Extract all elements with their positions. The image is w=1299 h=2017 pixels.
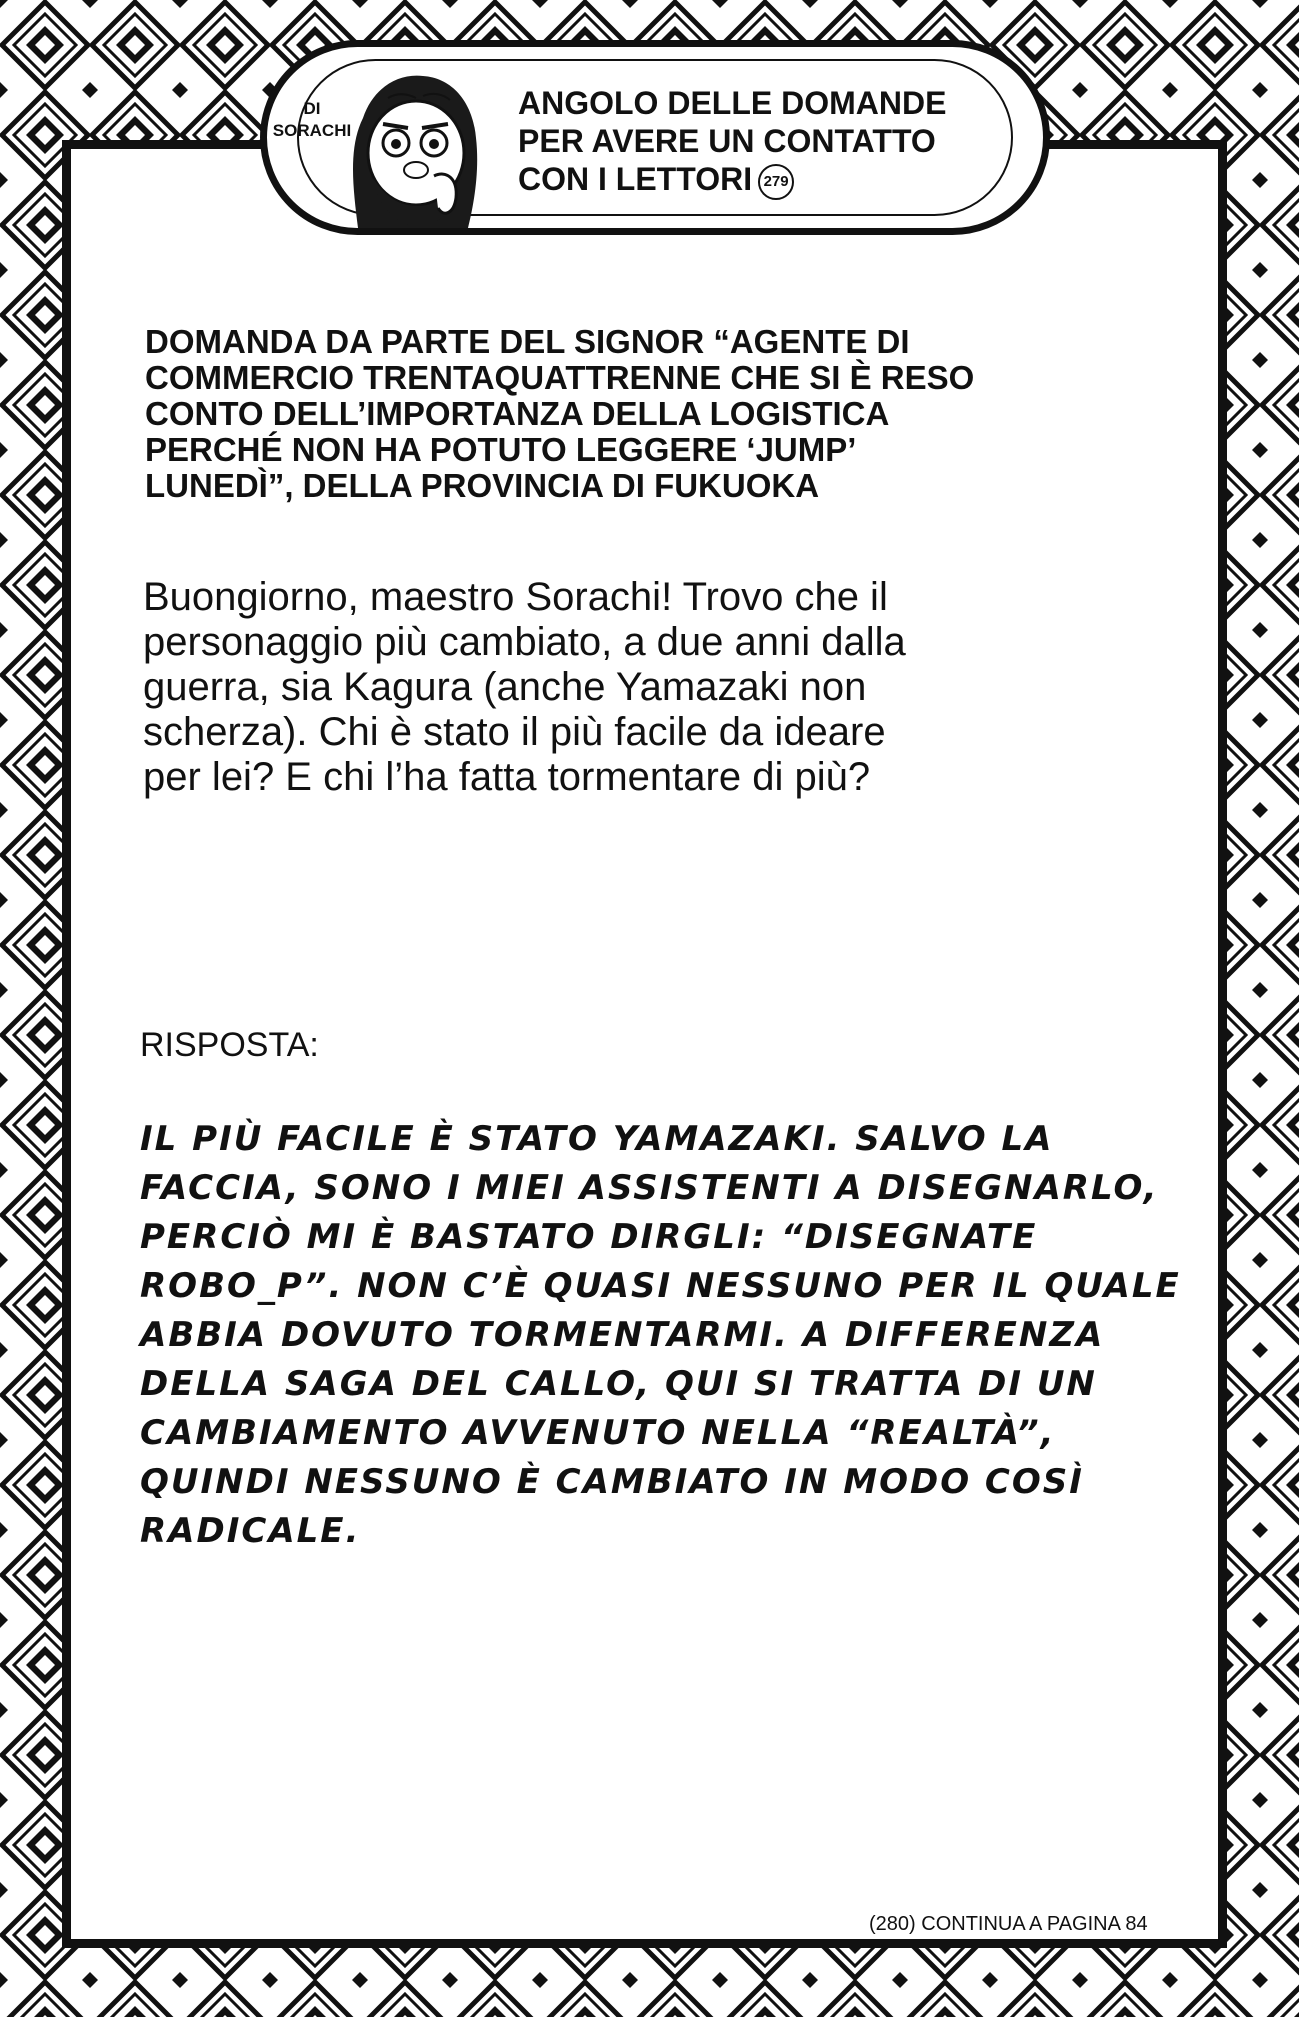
answer-label: RISPOSTA: [140, 1026, 319, 1064]
question-heading-line: DOMANDA DA PARTE DEL SIGNOR “AGENTE DI [145, 323, 910, 360]
title-line-1: ANGOLO DELLE DOMANDE [518, 85, 947, 121]
question-body-line: guerra, sia Kagura (anche Yamazaki non [143, 665, 867, 709]
answer-body-line: ABBIA DOVUTO TORMENTARMI. A DIFFERENZA [140, 1315, 1105, 1355]
answer-body-line: DELLA SAGA DEL CALLO, QUI SI TRATTA DI UN [140, 1364, 1097, 1404]
question-body-line: personaggio più cambiato, a due anni dalla [143, 620, 906, 664]
title-line-2: PER AVERE UN CONTATTO [518, 123, 936, 159]
answer-body-line: IL PIÙ FACILE È STATO YAMAZAKI. SALVO LA [140, 1119, 1054, 1159]
question-heading [145, 324, 1205, 504]
answer-body-line: FACCIA, SONO I MIEI ASSISTENTI A DISEGNARLO, [140, 1168, 1159, 1208]
byline-line-1: DI [303, 99, 321, 118]
answer-body-line: QUINDI NESSUNO È CAMBIATO IN MODO COSÌ [140, 1462, 1084, 1502]
byline-line-2: SORACHI [272, 121, 352, 140]
column-title [518, 84, 1018, 200]
answer-body-line: PERCIÒ MI È BASTATO DIRGLI: “DISEGNATE [140, 1217, 1038, 1257]
gorilla-author-portrait-icon [328, 58, 498, 233]
title-line-3 [518, 160, 1018, 200]
answer-body-line: ROBO_P”. NON C’È QUASI NESSUNO PER IL QUALE [140, 1266, 1181, 1306]
question-heading-line: CONTO DELL’IMPORTANZA DELLA LOGISTICA [145, 395, 890, 432]
question-heading-line: LUNEDÌ”, DELLA PROVINCIA DI FUKUOKA [145, 467, 820, 504]
question-heading-line: COMMERCIO TRENTAQUATTRENNE CHE SI È RESO [145, 359, 975, 396]
question-heading-line: PERCHÉ NON HA POTUTO LEGGERE ‘JUMP’ [145, 431, 857, 468]
question-body-line: scherza). Chi è stato il più facile da ideare [143, 710, 886, 754]
continuation-note: (280) CONTINUA A PAGINA 84 [869, 1913, 1148, 1935]
question-body-line: Buongiorno, maestro Sorachi! Trovo che il [143, 575, 888, 619]
title-line-3-text: CON I LETTORI [518, 161, 753, 197]
question-body-line: per lei? E chi l’ha fatta tormentare di più? [143, 755, 871, 799]
column-number-badge: 279 [758, 164, 794, 200]
answer-body [140, 1115, 1200, 1556]
question-body [143, 575, 1203, 800]
answer-body-line: CAMBIAMENTO AVVENUTO NELLA “REALTÀ”, [140, 1413, 1056, 1453]
answer-body-line: RADICALE. [140, 1511, 361, 1551]
